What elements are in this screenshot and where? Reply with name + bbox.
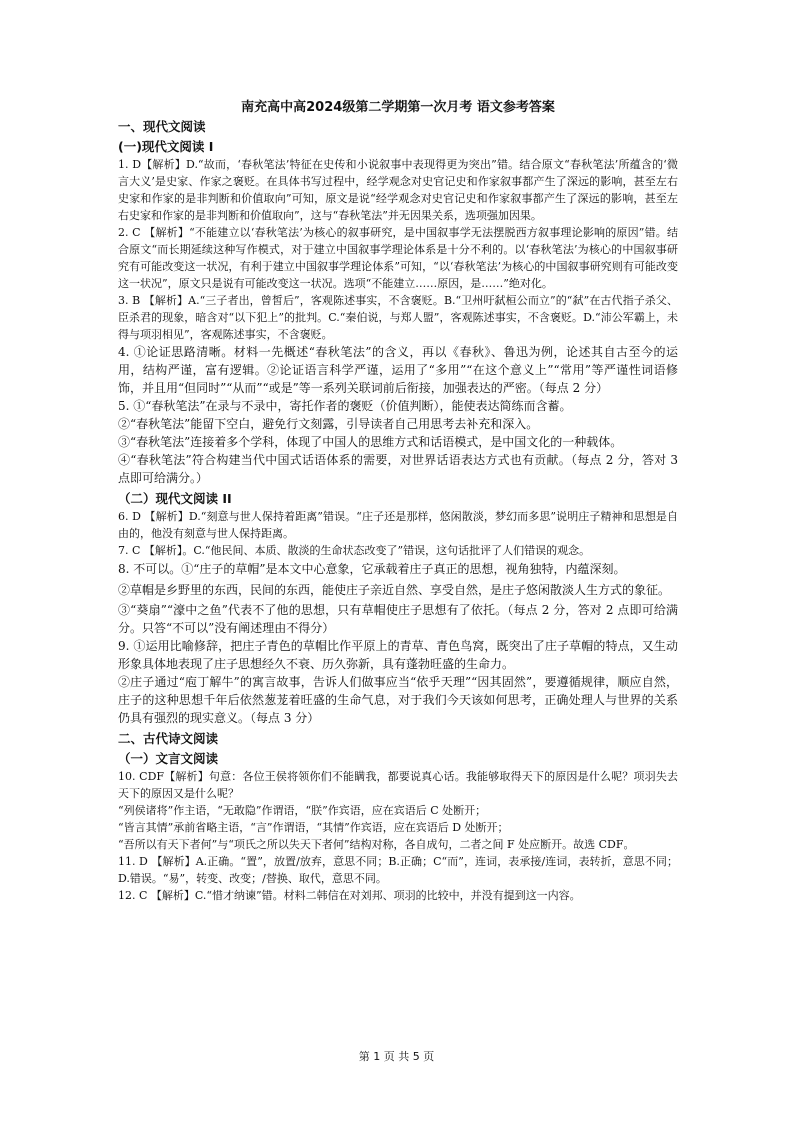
answer-5-point-2: ②“春秋笔法”能留下空白，避免行文刻露，引导读者自己用思考去补充和深入。	[118, 417, 539, 431]
subsection-heading-1b: （二）现代文阅读 II	[118, 491, 232, 506]
answer-8-point-1: 8. 不可以。①“庄子的草帽”是本文中心意象，它承载着庄子真正的思想，视角独特，内蕴深刻。	[118, 562, 626, 576]
answer-4: 4. ①论证思路清晰。材料一先概述“春秋笔法”的含义，再以《春秋》、鲁迅为例，论述其自古至今的运用，结构严谨，富有逻辑。②论证语言科学严谨，运用了“多用”“在这个意义上”“常用”等严谨性词语修饰，并且用“但同时”“从而”“或是”等一系列关联词前后衔接，加强表达的严密。（每点 2 分）	[118, 345, 678, 395]
page-title: 南充高中高2024级第二学期第一次月考 语文参考答案	[241, 100, 555, 115]
answer-5-point-4: ④“春秋笔法”符合构建当代中国式话语体系的需要，对世界话语表达方式也有贡献。（每点 2 分，答对 3 点即可给满分。）	[118, 453, 678, 485]
answer-6: 6. D 【解析】D.“刻意与世人保持着距离”错误。“庄子还是那样，悠闲散淡，梦幻而多思”说明庄子精神和思想是自由的，他没有刻意与世人保持距离。	[118, 510, 678, 540]
subsection-heading-1a: (一)现代文阅读 I	[118, 139, 214, 154]
section-heading-1: 一、现代文阅读	[118, 119, 206, 134]
answer-10-point-f: “吾所以有天下者何”与“项氏之所以失天下者何”结构对称，各自成句，二者之间 F 处应断开。故选 CDF。	[118, 838, 635, 851]
answer-8-point-2: ②草帽是乡野里的东西，民间的东西，能使庄子亲近自然、享受自然，是庄子悠闲散淡人生方式的象征。	[118, 583, 671, 597]
answer-9-point-2: ②庄子通过“庖丁解牛”的寓言故事，告诉人们做事应当“依乎天理”“因其固然”，要遵循规律，顺应自然，庄子的这种思想千年后依然葱茏着旺盛的生命气息，对于我们今天该如何思考，正确处理人与世界的关系仍具有强烈的现实意义。（每点 3 分）	[118, 675, 678, 725]
answer-10-point-d: “皆言其情”承前省略主语，“言”作谓语，“其情”作宾语，应在宾语后 D 处断开；	[118, 821, 509, 834]
page-footer: 第 1 页 共 5 页	[358, 1050, 435, 1063]
answer-2: 2. C 【解析】“不能建立以‘春秋笔法’为核心的叙事研究，是中国叙事学无法摆脱西方叙事理论影响的原因”错。结合原文“而长期延续这种写作模式，对于建立中国叙事学理论体系是十分不利的。以‘春秋笔法’为核心的中国叙事研究有可能改变这一状况，有利于建立中国叙事学理论体系”可知，“以‘春秋笔法’为核心的中国叙事研究则有可能改变这一状况”，原文只是说有可能改变这一状况。选项“不能建立……原因，是……”绝对化。	[118, 226, 678, 290]
answer-5-point-1: 5. ①“春秋笔法”在录与不录中，寄托作者的褒贬（价值判断），能使表达简练而含蓄。	[118, 399, 572, 413]
answer-sheet	[118, 96, 678, 904]
answer-10-translation: 10. CDF【解析】句意：各位王侯将领你们不能瞒我，都要说真心话。我能够取得天下的原因是什么呢？项羽失去天下的原因又是什么呢？	[118, 770, 678, 800]
answer-3: 3. B 【解析】A.“三子者出，曾皙后”，客观陈述事实，不含褒贬。B.“卫州吁弑桓公而立”的“弑”在古代指子杀父、臣杀君的现象，暗含对“以下犯上”的批判。C.“秦伯说，与郑人盟”，客观陈述事实，不含褒贬。D.“沛公军霸上，未得与项羽相见”，客观陈述事实，不含褒贬。	[118, 294, 678, 341]
answer-10-point-c: “列侯诸将”作主语，“无敢隐”作谓语，“朕”作宾语，应在宾语后 C 处断开；	[118, 804, 487, 817]
answer-5-point-3: ③“春秋笔法”连接着多个学科，体现了中国人的思维方式和话语模式，是中国文化的一种载体。	[118, 435, 623, 449]
answer-1: 1. D【解析】D.“故而，‘春秋笔法’特征在史传和小说叙事中表现得更为突出”错。结合原文“春秋笔法’所蕴含的‘微言大义’是史家、作家之褒贬。在具体书写过程中，经学观念对史官记史和作家叙事都产生了深远的影响，甚至左右史家和作家的是非判断和价值取向”可知，原文是说“经学观念对史官记史和作家叙事都产生了深远的影响，甚至左右史家和作家的是非判断和价值取向”，这与“春秋笔法”并无因果关系，选项强加因果。	[118, 158, 678, 222]
section-heading-2: 二、古代诗文阅读	[118, 731, 219, 746]
answer-11: 11. D 【解析】A.正确。“置”，放置/放弃，意思不同；B.正确；C“而”，连词，表承接/连词，表转折，意思不同；D.错误。“易”，转变、改变；/替换、取代，意思不同。	[118, 855, 678, 885]
answer-8-point-3: ③“葵扇”“濠中之鱼”代表不了他的思想，只有草帽使庄子思想有了依托。（每点 2 分，答对 2 点即可给满分。只答“不可以”没有阐述理由不得分）	[118, 603, 678, 635]
answer-12: 12. C 【解析】C.“惜才纳谏”错。材料二韩信在对刘邦、项羽的比较中，并没有提到这一内容。	[118, 889, 581, 902]
answer-7: 7. C 【解析】。C.“他民间、本质、散淡的生命状态改变了”错误，这句话批评了人们错误的观念。	[118, 544, 591, 557]
subsection-heading-2a: （一）文言文阅读	[118, 751, 219, 766]
answer-9-point-1: 9. ①运用比喻修辞，把庄子青色的草帽比作平原上的青草、青色鸟窝，既突出了庄子草帽的特点，又生动形象具体地表现了庄子思想经久不衰、历久弥新，具有蓬勃旺盛的生命力。	[118, 639, 678, 671]
